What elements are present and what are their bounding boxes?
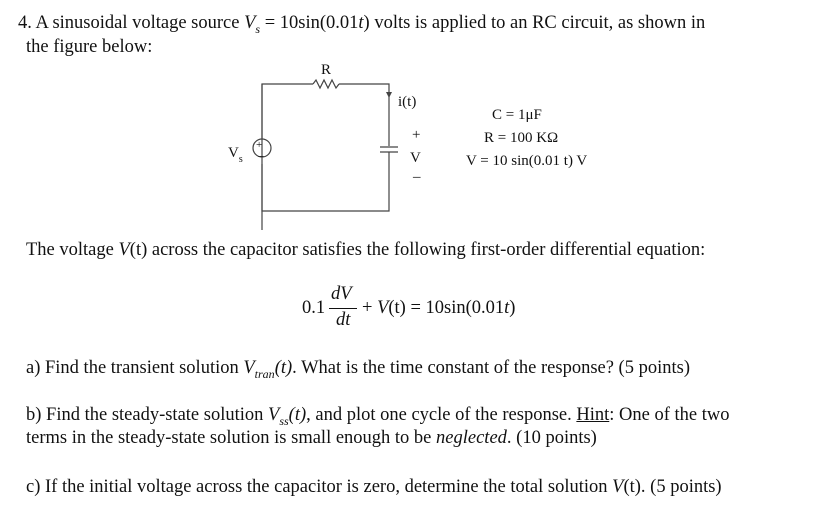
eq-rhs: = 10sin(0.01 bbox=[405, 298, 505, 318]
part-b-line1 bbox=[26, 404, 730, 427]
source-minus: – bbox=[258, 150, 264, 162]
part-a-v: V bbox=[243, 358, 255, 378]
statement-prefix: The voltage bbox=[26, 240, 119, 260]
part-b-prefix: b) Find the steady-state solution bbox=[26, 405, 269, 425]
eq-coefficient: 0.1 bbox=[302, 298, 326, 318]
source-label bbox=[228, 144, 243, 164]
part-c bbox=[26, 476, 722, 498]
t-symbol: t bbox=[358, 13, 364, 33]
eq-close: ) bbox=[509, 298, 516, 318]
statement-t: (t) bbox=[129, 240, 148, 260]
wire-top-right bbox=[339, 84, 389, 146]
part-c-rest: . (5 points) bbox=[640, 477, 722, 497]
source-symbol: V bbox=[228, 145, 239, 161]
source-subscript: s bbox=[238, 154, 243, 165]
cap-minus: – bbox=[413, 169, 421, 185]
vs-expression: = 10sin(0.01 bbox=[260, 13, 359, 33]
part-b-neglected: neglected bbox=[436, 428, 507, 448]
resistor bbox=[313, 80, 339, 88]
part-b-sub: ss bbox=[279, 414, 289, 428]
part-a bbox=[26, 357, 690, 380]
cap-voltage-label: V bbox=[410, 150, 421, 166]
part-a-rest: . What is the time constant of the response? (5 points) bbox=[292, 358, 690, 378]
eq-rhs-t: t bbox=[504, 298, 510, 318]
wire-right-bottom bbox=[262, 152, 389, 211]
source-plus: + bbox=[256, 139, 263, 151]
param-source: V = 10 sin(0.01 t) V bbox=[466, 153, 588, 169]
part-a-arg: (t) bbox=[274, 358, 293, 378]
part-a-prefix: a) Find the transient solution bbox=[26, 358, 244, 378]
part-b-line2 bbox=[26, 427, 597, 449]
part-b-hint: Hint bbox=[576, 405, 610, 425]
vs-subscript: s bbox=[255, 22, 261, 36]
part-b-rest: : One of the two bbox=[609, 405, 730, 425]
fraction-bar bbox=[329, 308, 357, 309]
statement-rest: across the capacitor satisfies the following first-order differential equation: bbox=[147, 240, 706, 260]
part-b-arg: (t) bbox=[288, 405, 307, 425]
problem-statement-line2: the figure below: bbox=[26, 37, 153, 57]
param-capacitance: C = 1μF bbox=[492, 107, 542, 123]
current-label: i(t) bbox=[398, 94, 417, 110]
part-b-v: V bbox=[268, 405, 280, 425]
cap-plus: + bbox=[412, 127, 421, 143]
problem-text: 4. A sinusoidal voltage source bbox=[18, 13, 245, 33]
de-statement bbox=[26, 239, 705, 261]
part-c-arg: (t) bbox=[623, 477, 641, 497]
part-c-prefix: c) If the initial voltage across the capacitor is zero, determine the total solution bbox=[26, 477, 613, 497]
part-c-v: V bbox=[612, 477, 624, 497]
part-b-line2-b: . (10 points) bbox=[506, 428, 597, 448]
eq-plus: + bbox=[362, 298, 378, 318]
statement-v: V bbox=[118, 240, 130, 260]
problem-text-rest: ) volts is applied to an RC circuit, as shown in bbox=[363, 13, 706, 33]
eq-denominator: dt bbox=[336, 310, 351, 330]
eq-numerator: dV bbox=[331, 284, 352, 304]
part-b-mid: , and plot one cycle of the response. bbox=[306, 405, 577, 425]
eq-t: (t) bbox=[388, 298, 406, 318]
part-b-line2-a: terms in the steady-state solution is small enough to be bbox=[26, 428, 437, 448]
param-resistance: R = 100 KΩ bbox=[484, 130, 559, 146]
eq-v: V bbox=[377, 298, 389, 318]
resistor-label: R bbox=[321, 62, 332, 78]
vs-symbol: V bbox=[244, 13, 256, 33]
current-arrow bbox=[386, 92, 392, 98]
part-a-sub: tran bbox=[254, 367, 275, 381]
eq-rest bbox=[362, 297, 515, 319]
wire-top bbox=[262, 84, 313, 230]
rc-circuit-diagram bbox=[0, 0, 835, 230]
